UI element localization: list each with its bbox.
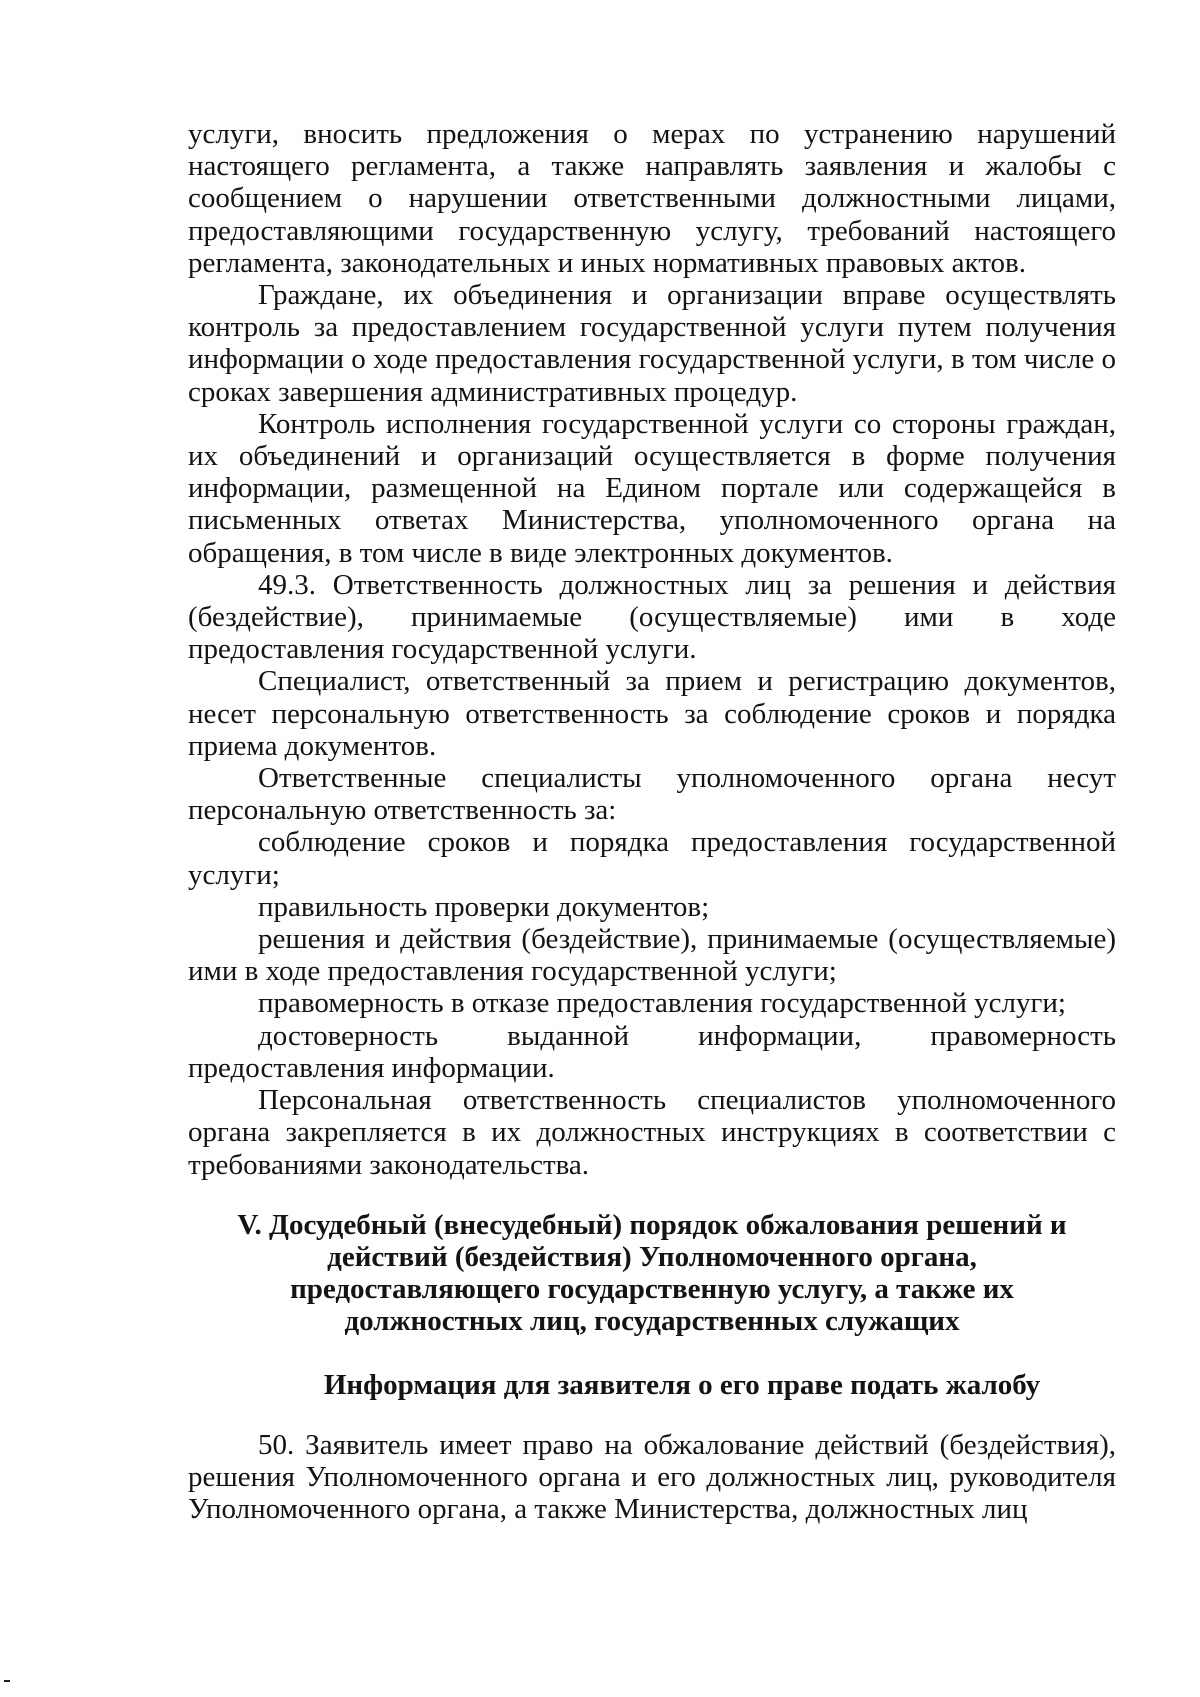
- paragraph: Специалист, ответственный за прием и регистрацию документов, несет персональную ответственность за соблюдение сроков и порядка приема документов.: [188, 665, 1116, 762]
- paragraph: Ответственные специалисты уполномоченного органа несут персональную ответственность за:: [188, 762, 1116, 827]
- document-page: [188, 118, 1116, 1525]
- paragraph-clause-49-3: 49.3. Ответственность должностных лиц за решения и действия (бездействие), принимаемые (осуществляемые) ими в ходе предоставления государственной услуги.: [188, 568, 1116, 666]
- paragraph: Персональная ответственность специалистов уполномоченного органа закрепляется в их должностных инструкциях в соответствии с требованиями законодательства.: [188, 1084, 1116, 1181]
- list-item: достоверность выданной информации, правомерность предоставления информации.: [188, 1019, 1116, 1084]
- paragraph: услуги, вносить предложения о мерах по устранению нарушений настоящего регламента, а также направлять заявления и жалобы с сообщением о нарушении ответственными должностными лицами, предоставляющими государственную услугу, требований настоящего регламента, законодательных и иных нормативных правовых актов.: [188, 118, 1116, 279]
- list-item: соблюдение сроков и порядка предоставления государственной услуги;: [188, 826, 1116, 891]
- paragraph-clause-50: 50. Заявитель имеет право на обжалование действий (бездействия), решения Уполномоченного органа и его должностных лиц, руководителя Уполномоченного органа, а также Министерства, должностных лиц: [188, 1428, 1116, 1526]
- paragraph: Контроль исполнения государственной услуги со стороны граждан, их объединений и организаций осуществляется в форме получения информации, размещенной на Едином портале или содержащейся в письменных ответах Министерства, уполномоченного органа на обращения, в том числе в виде электронных документов.: [188, 407, 1116, 569]
- list-item: правомерность в отказе предоставления государственной услуги;: [258, 987, 1066, 1020]
- list-item: правильность проверки документов;: [258, 890, 710, 923]
- paragraph: Граждане, их объединения и организации вправе осуществлять контроль за предоставлением государственной услуги путем получения информации о ходе предоставления государственной услуги, в том числе о сроках завершения административных процедур.: [188, 279, 1116, 408]
- scan-edge-mark: [4, 1680, 10, 1682]
- section-heading: V. Досудебный (внесудебный) порядок обжалования решений и действий (бездействия) Уполномоченного органа, предоставляющего государственную услугу, а также их должностных лиц, государственных служащих: [237, 1208, 1067, 1337]
- sub-heading: Информация для заявителя о его праве подать жалобу: [323, 1368, 1041, 1401]
- list-item: решения и действия (бездействие), принимаемые (осуществляемые) ими в ходе предоставления государственной услуги;: [188, 923, 1116, 988]
